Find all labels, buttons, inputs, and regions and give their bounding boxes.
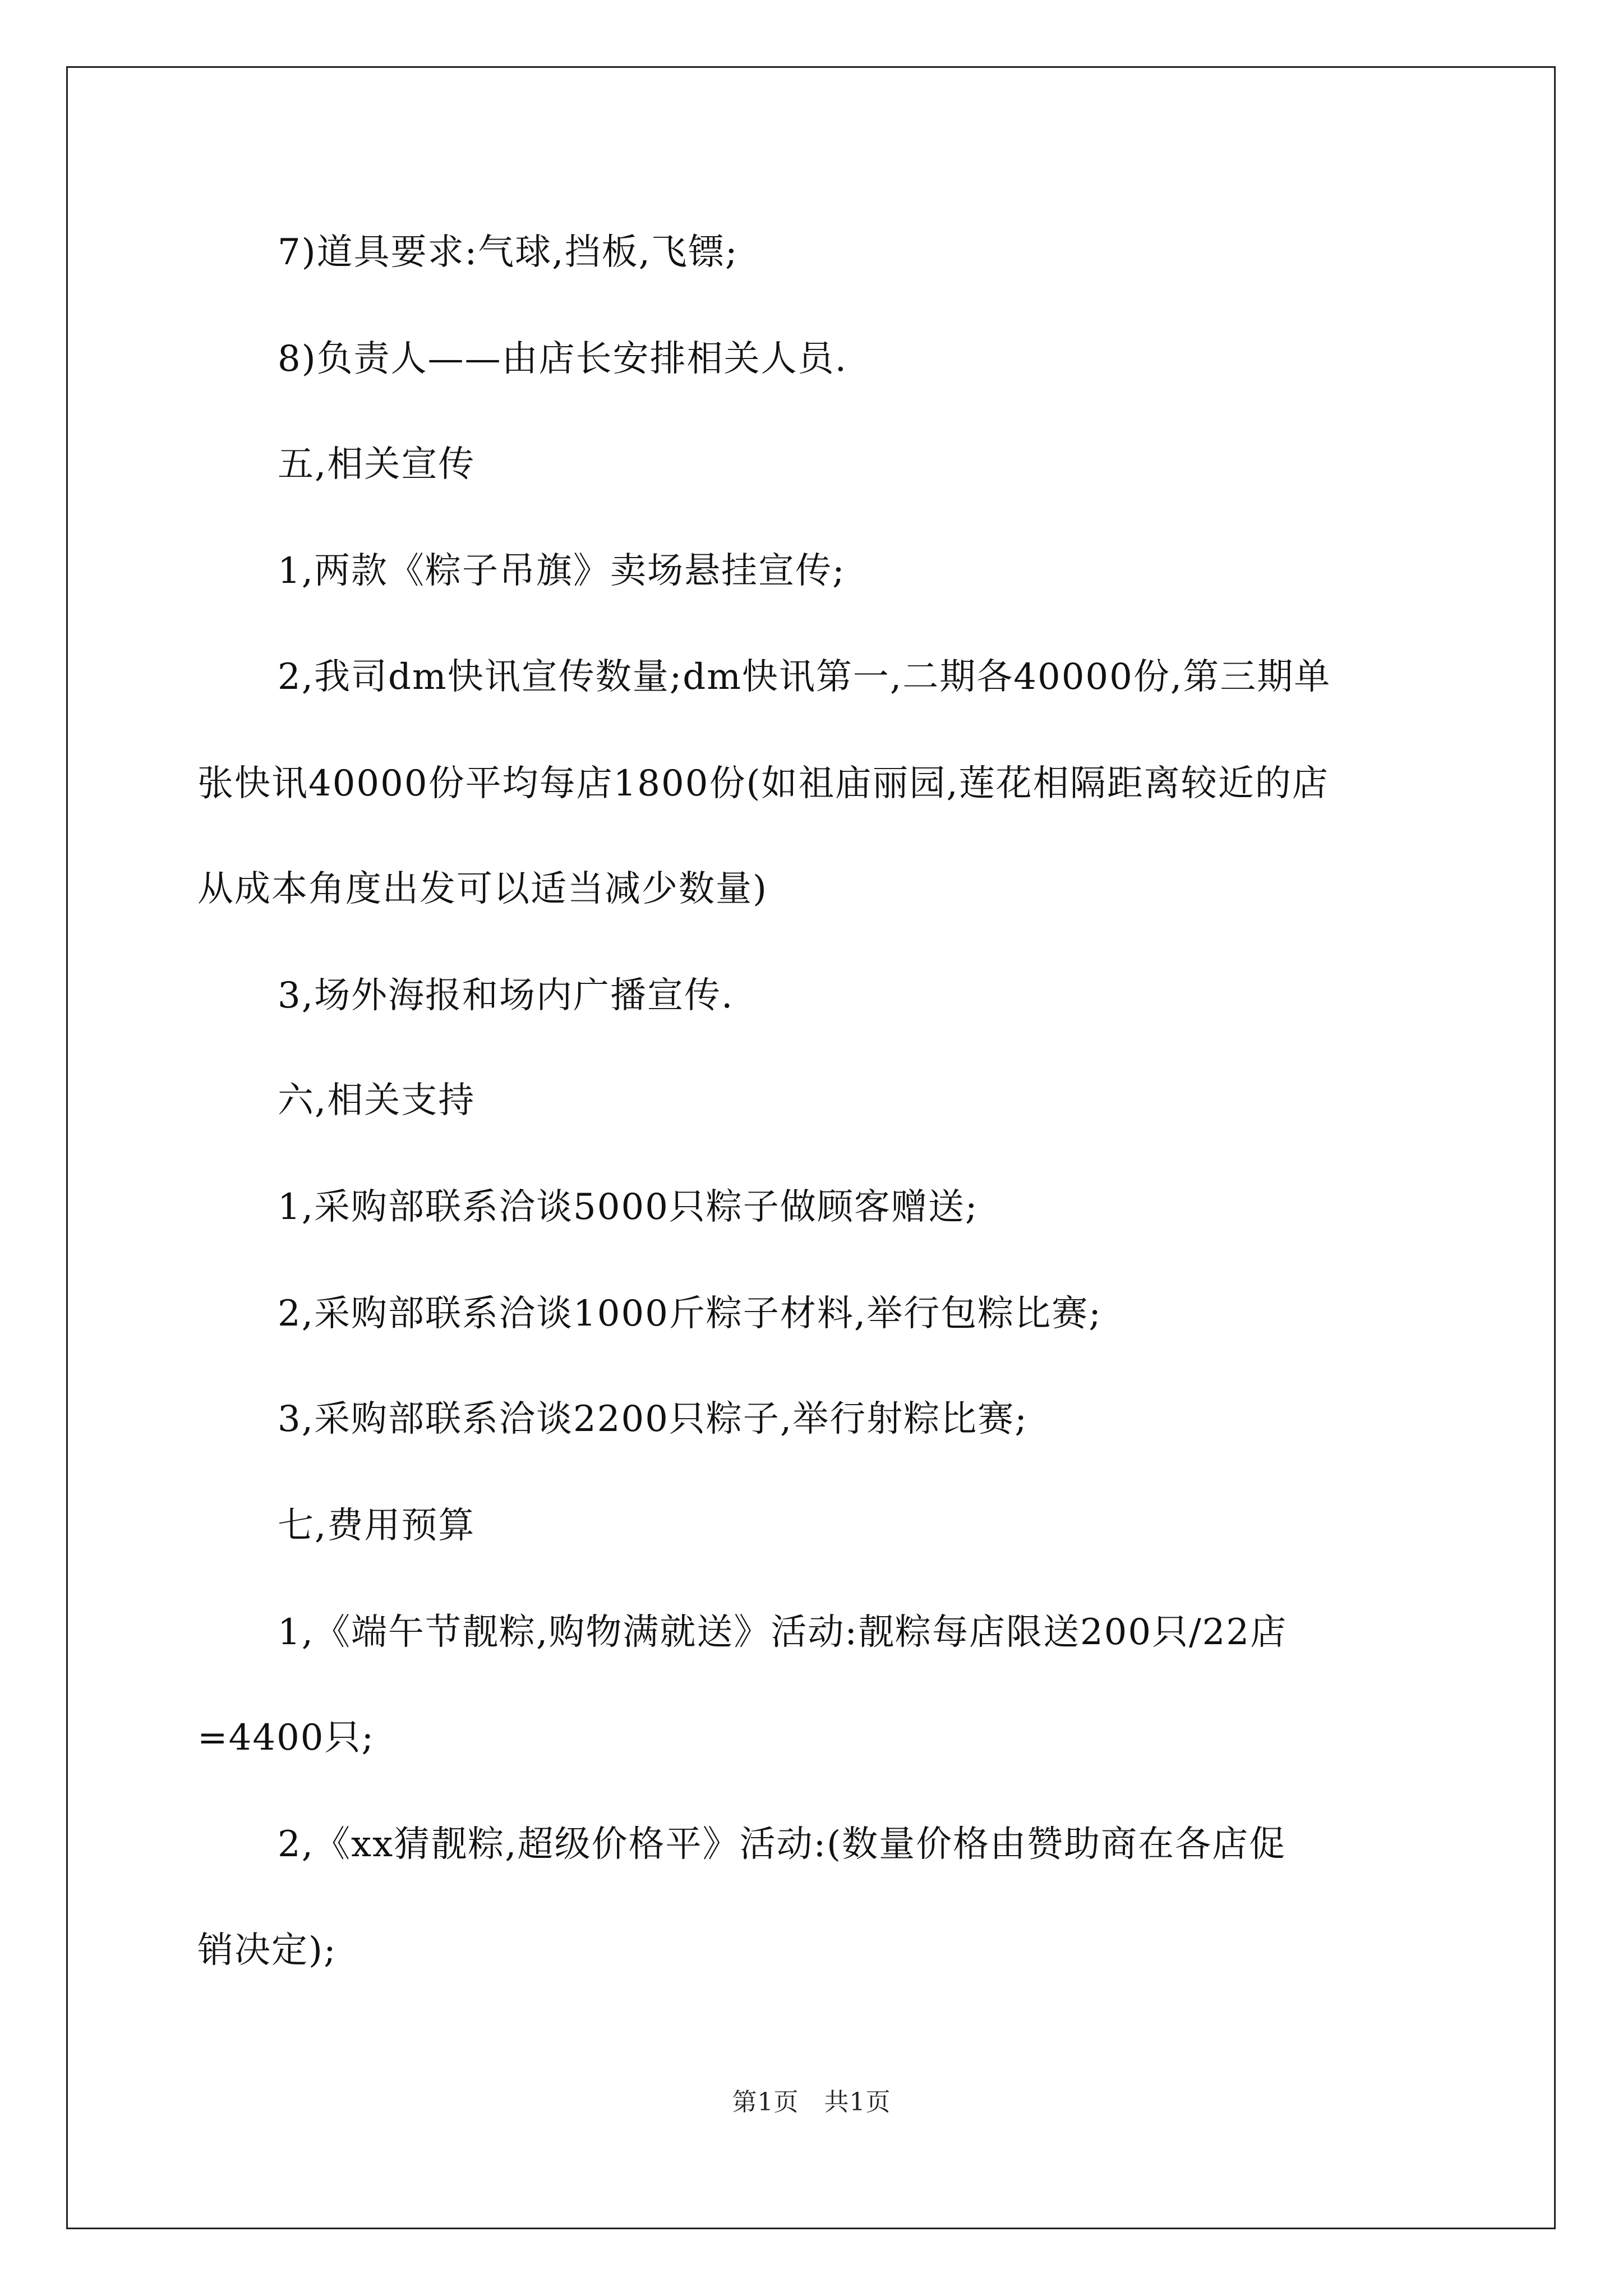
text-line: 7)道具要求:气球,挡板,飞镖; (278, 232, 739, 273)
text-line: 销决定); (197, 1930, 337, 1971)
text-line: 1,两款《粽子吊旗》卖场悬挂宣传; (278, 550, 846, 592)
text-line: 3,采购部联系洽谈2200只粽子,举行射粽比赛; (278, 1398, 1028, 1440)
text-line: 2,《xx猜靓粽,超级价格平》活动:(数量价格由赞助商在各店促 (278, 1824, 1287, 1865)
text-line: 3,场外海报和场内广播宣传. (278, 975, 734, 1016)
text-line: 2,我司dm快讯宣传数量;dm快讯第一,二期各40000份,第三期单 (278, 656, 1331, 698)
section-heading: 七,费用预算 (278, 1505, 476, 1547)
text-line: 8)负责人——由店长安排相关人员. (278, 338, 848, 380)
section-heading: 五,相关宣传 (278, 444, 476, 485)
text-line: 1,《端午节靓粽,购物满就送》活动:靓粽每店限送200只/22店 (278, 1612, 1288, 1653)
text-line: =4400只; (197, 1717, 375, 1759)
section-heading: 六,相关支持 (278, 1080, 476, 1121)
text-line: 1,采购部联系洽谈5000只粽子做顾客赠送; (278, 1186, 979, 1228)
text-line: 张快讯40000份平均每店1800份(如祖庙丽园,莲花相隔距离较近的店 (197, 763, 1329, 804)
text-line: 从成本角度出发可以适当减少数量) (197, 868, 768, 910)
page-border (66, 66, 1556, 2229)
text-line: 2,采购部联系洽谈1000斤粽子材料,举行包粽比赛; (278, 1293, 1102, 1335)
page-footer: 第1页 共1页 (732, 2088, 891, 2116)
